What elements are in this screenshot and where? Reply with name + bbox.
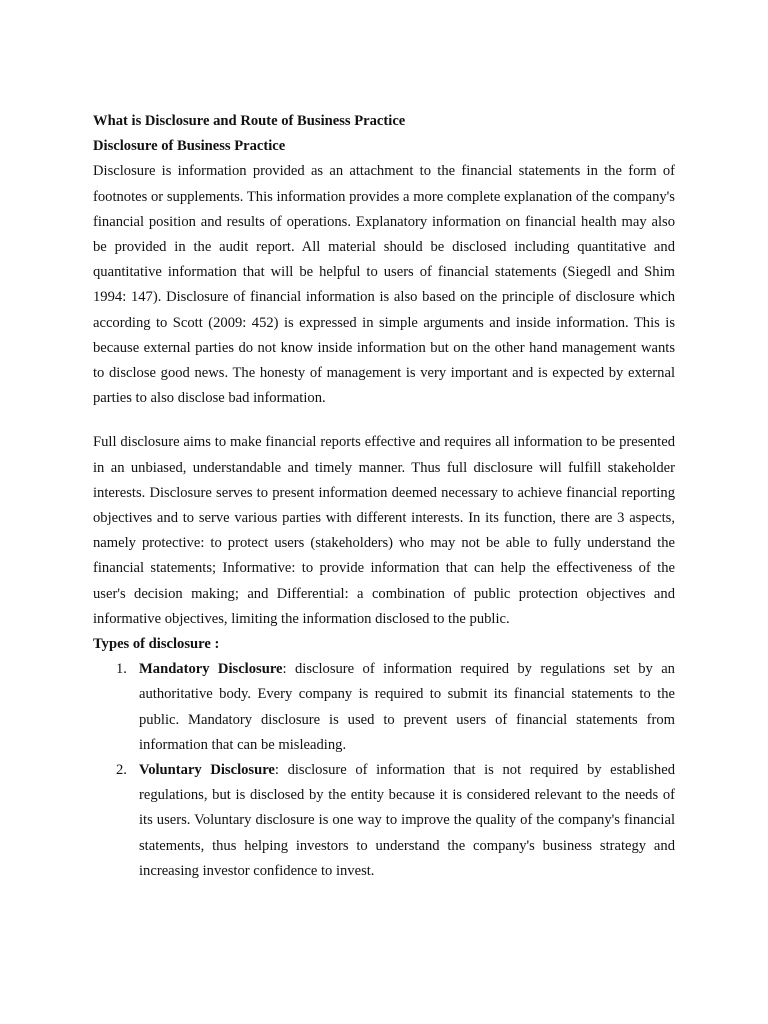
section-heading: Disclosure of Business Practice bbox=[93, 138, 286, 155]
paragraph-full-disclosure: Full disclosure aims to make financial reports effective and requires all information to be presented in an unbiased, understandable and timely manner. Thus full disclosure will fulfill stakeholder interests. Disclosure serves to present information deemed necessary to achieve financial reporting objectives and to serve various parties with different interests. In its function, there are 3 aspects, namely protective: to protect users (stakeholders) who may not be able to fully understand the financial statements; Informative: to provide information that can help the effectiveness of the user's decision making; and Differential: a combination of public protection objectives and informative objectives, limiting the information disclosed to the public. bbox=[93, 434, 675, 627]
document-title: What is Disclosure and Route of Business Practice bbox=[93, 113, 406, 129]
list-item-text: : disclosure of information that is not required by established regulations, but is disclosed by the entity because it is considered relevant to the needs of its users. Voluntary disclosure is one way to improve the quality of the company's financial statements, thus helping investors to understand the company's business strategy and increasing investor confidence to invest. bbox=[139, 762, 676, 879]
disclosure-types-list bbox=[93, 657, 675, 884]
list-item-term: Mandatory Disclosure bbox=[139, 661, 283, 678]
list-item-text: : disclosure of information required by regulations set by an authoritative body. Every company is required to submit its financial statements to the public. Mandatory disclosure is used to prevent users of financial statements from information that can be misleading. bbox=[139, 661, 675, 753]
types-heading: Types of disclosure : bbox=[93, 636, 220, 653]
list-item-term: Voluntary Disclosure bbox=[139, 762, 275, 779]
paragraph-disclosure-definition: Disclosure is information provided as an attachment to the financial statements in the form of footnotes or supplements. This information provides a more complete explanation of the company's financial position and results of operations. Explanatory information on financial health may also be provided in the audit report. All material should be disclosed including quantitative and quantitative information that will be helpful to users of financial statements (Siegedl and Shim 1994: 147). Disclosure of financial information is also based on the principle of disclosure which according to Scott (2009: 452) is expressed in simple arguments and inside information. This is because external parties do not know inside information but on the other hand management wants to disclose good news. The honesty of management is very important and is expected by external parties to also disclose bad information. bbox=[93, 163, 675, 407]
list-item-number: 1. bbox=[116, 661, 127, 678]
paragraph-spacer bbox=[93, 411, 675, 430]
list-item bbox=[93, 758, 675, 884]
list-item bbox=[93, 657, 675, 758]
document-page bbox=[93, 109, 675, 884]
list-item-number: 2. bbox=[116, 762, 127, 779]
